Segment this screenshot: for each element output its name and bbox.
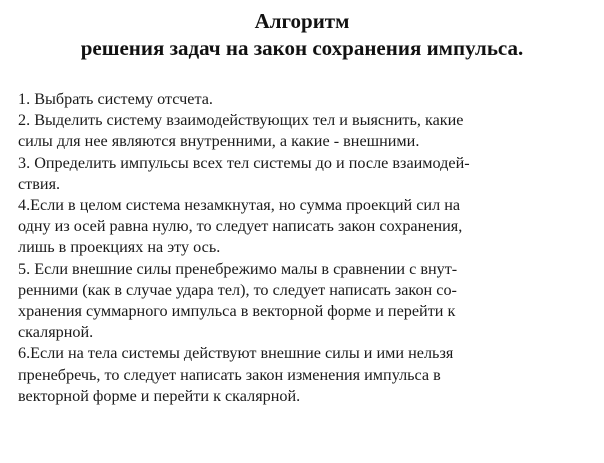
step-5-line-2: ренними (как в случае удара тел), то следует написать закон со- — [18, 280, 457, 299]
document-subtitle: решения задач на закон сохранения импульса. — [80, 36, 524, 60]
step-2 — [18, 110, 598, 152]
step-1-line-1: 1. Выбрать систему отсчета. — [18, 90, 213, 108]
step-6 — [18, 343, 598, 407]
step-4-line-1: 4.Если в целом система незамкнутая, но сумма проекций сил на — [18, 196, 461, 215]
step-6-line-3: векторной форме и перейти к скалярной. — [18, 386, 301, 405]
step-2-line-1: 2. Выделить систему взаимодействующих тел и выяснить, какие — [18, 111, 464, 130]
step-6-line-2: пренебречь, то следует написать закон изменения импульса в — [18, 365, 441, 384]
step-4 — [18, 195, 598, 259]
step-5-line-1: 5. Если внешние силы пренебрежимо малы в сравнении с внут- — [18, 259, 458, 278]
step-4-line-2: одну из осей равна нулю, то следует написать закон сохранения, — [18, 217, 463, 236]
step-1 — [18, 89, 598, 110]
step-5 — [18, 259, 598, 344]
step-4-line-3: лишь в проекциях на эту ось. — [18, 238, 221, 257]
step-2-line-2: силы для нее являются внутренними, а какие - внешними. — [18, 132, 420, 151]
document-header — [0, 8, 604, 62]
step-5-line-4: скалярной. — [18, 323, 94, 342]
step-6-line-1: 6.Если на тела системы действуют внешние силы и ими нельзя — [18, 344, 454, 363]
step-3-line-1: 3. Определить импульсы всех тел системы до и после взаимодей- — [18, 153, 470, 172]
step-3 — [18, 153, 598, 195]
document-title: Алгоритм — [254, 9, 350, 33]
step-5-line-3: хранения суммарного импульса в векторной форме и перейти к — [18, 302, 456, 321]
algorithm-steps — [18, 89, 598, 407]
step-3-line-2: ствия. — [18, 174, 61, 193]
